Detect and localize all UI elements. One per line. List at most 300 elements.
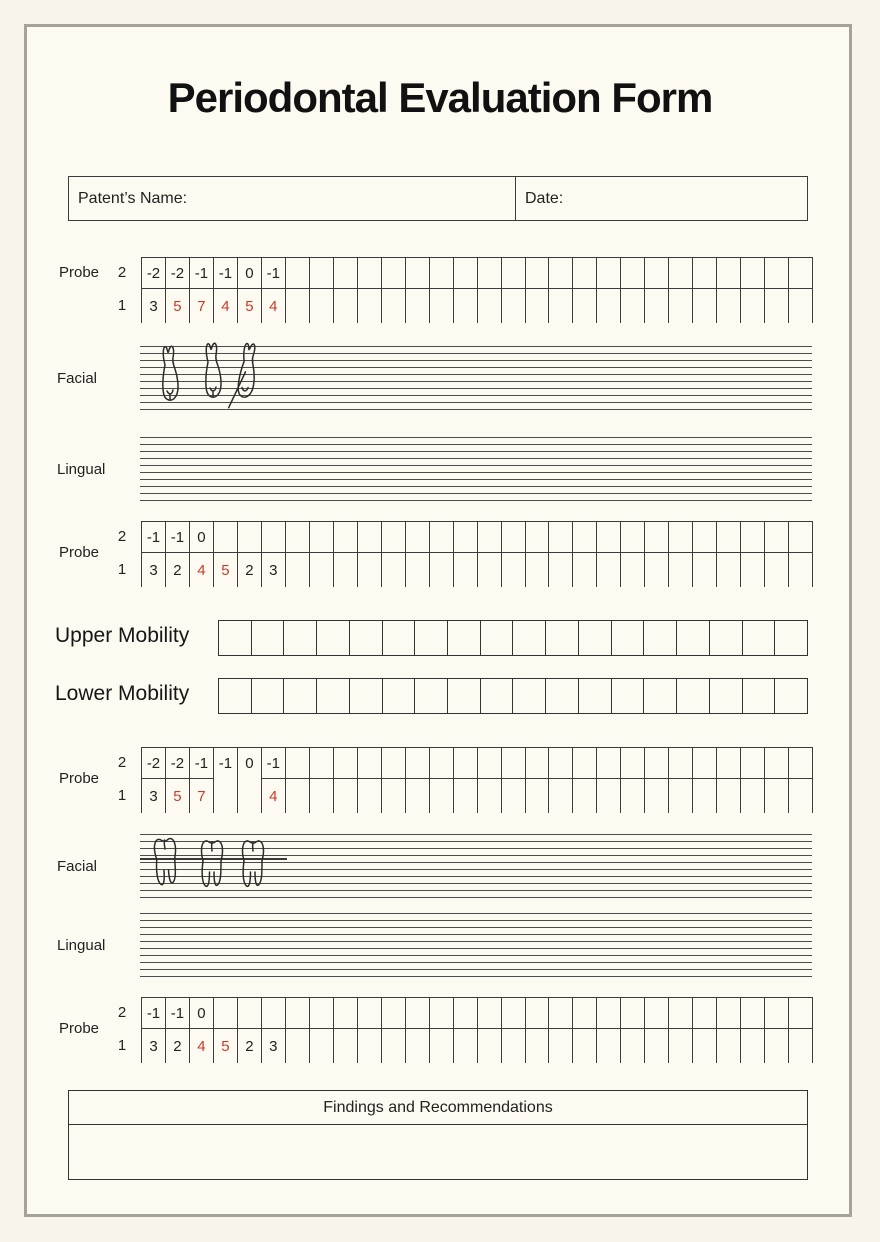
probe-column (526, 258, 550, 323)
probe-cell[interactable] (741, 522, 764, 553)
probe-cell[interactable] (645, 748, 668, 779)
probe-cell[interactable]: -1 (190, 748, 213, 779)
probe-cell[interactable] (526, 779, 549, 813)
mobility-cell[interactable] (415, 679, 448, 713)
probe-cell[interactable] (669, 522, 692, 553)
mobility-cell[interactable] (219, 621, 252, 655)
probe-cell[interactable] (502, 748, 525, 779)
probe-cell[interactable] (358, 553, 381, 587)
probe-cell[interactable] (549, 779, 572, 813)
probe-cell[interactable] (286, 748, 309, 779)
mobility-cell[interactable] (546, 679, 579, 713)
probe-cell[interactable] (454, 258, 477, 289)
probe-cell[interactable] (717, 998, 740, 1029)
probe-cell[interactable] (741, 258, 764, 289)
mobility-cell[interactable] (644, 621, 677, 655)
probe-cell[interactable] (310, 748, 333, 779)
probe-cell[interactable] (573, 779, 596, 813)
probe-cell[interactable]: 2 (245, 561, 254, 579)
probe-cell[interactable] (358, 748, 381, 779)
probe-cell[interactable]: -1 (218, 754, 233, 772)
probe-cell[interactable]: -1 (262, 258, 285, 289)
probe-cell[interactable]: -1 (214, 258, 237, 289)
probe-cell[interactable]: 3 (269, 1037, 278, 1055)
mobility-cell[interactable] (677, 679, 710, 713)
probe-cell[interactable] (310, 258, 333, 289)
probe-cell[interactable] (717, 258, 740, 289)
probe-cell[interactable] (478, 553, 501, 587)
probe-cell[interactable] (645, 289, 668, 323)
probe-cell[interactable] (454, 289, 477, 323)
probe-cell[interactable] (406, 779, 429, 813)
probe-cell[interactable] (765, 779, 788, 813)
tooth-icon (155, 341, 183, 411)
probe-cell[interactable]: 5 (173, 787, 182, 805)
probe-grid-4 (141, 997, 813, 1063)
probe-cell[interactable] (789, 779, 812, 813)
probe-cell[interactable] (789, 522, 812, 553)
probe-cell[interactable] (478, 258, 501, 289)
probe-cell[interactable] (262, 998, 285, 1029)
mobility-cell[interactable] (579, 679, 612, 713)
probe-cell[interactable] (693, 748, 716, 779)
probe-cell[interactable] (334, 1029, 357, 1063)
probe-cell[interactable] (454, 1029, 477, 1063)
probe-cell[interactable] (621, 522, 644, 553)
probe-cell[interactable]: 3 (149, 297, 158, 315)
probe-cell[interactable]: -2 (166, 258, 189, 289)
probe-cell[interactable] (526, 1029, 549, 1063)
probe-cell[interactable]: 5 (173, 297, 182, 315)
probe-cell[interactable] (454, 748, 477, 779)
probe-cell[interactable]: 3 (269, 561, 278, 579)
probe-column (406, 258, 430, 323)
probe-cell[interactable]: 2 (173, 561, 182, 579)
probe-cell[interactable] (310, 553, 333, 587)
probe-cell[interactable] (526, 522, 549, 553)
mobility-cell[interactable] (219, 679, 252, 713)
tooth-icon (196, 836, 228, 894)
probe-cell[interactable] (478, 522, 501, 553)
probe-cell[interactable] (669, 748, 692, 779)
probe-cell[interactable]: 4 (269, 297, 278, 315)
probe-cell[interactable] (358, 1029, 381, 1063)
probe-cell[interactable] (741, 553, 764, 587)
mobility-cell[interactable] (513, 621, 546, 655)
probe-column (382, 998, 406, 1063)
probe-cell[interactable] (573, 553, 596, 587)
probe-cell[interactable] (597, 522, 620, 553)
mobility-cell[interactable] (481, 621, 514, 655)
probe-column (669, 522, 693, 587)
probe-cell[interactable]: 0 (238, 258, 261, 289)
probe-cell[interactable] (526, 998, 549, 1029)
probe-cell[interactable] (430, 553, 453, 587)
probe-cell[interactable]: -2 (142, 748, 165, 779)
probe-cell[interactable] (573, 258, 596, 289)
probe-cell[interactable] (573, 998, 596, 1029)
probe-cell[interactable] (693, 779, 716, 813)
probe-cell[interactable]: -1 (262, 748, 285, 779)
probe-cell[interactable] (478, 779, 501, 813)
probe-column (645, 258, 669, 323)
probe-cell[interactable] (406, 748, 429, 779)
probe-cell[interactable] (454, 522, 477, 553)
mobility-cell[interactable] (448, 679, 481, 713)
probe-cell[interactable] (334, 779, 357, 813)
mobility-cell[interactable] (284, 621, 317, 655)
probe-cell[interactable] (597, 289, 620, 323)
probe-cell[interactable] (430, 1029, 453, 1063)
probe-cell[interactable] (621, 258, 644, 289)
probe-cell[interactable] (382, 748, 405, 779)
probe-cell[interactable]: 5 (221, 561, 230, 579)
probe-cell[interactable] (645, 258, 668, 289)
probe-cell[interactable] (430, 289, 453, 323)
probe-cell[interactable] (741, 1029, 764, 1063)
facial-label: Facial (57, 370, 98, 387)
probe-cell[interactable] (406, 289, 429, 323)
probe-cell[interactable] (765, 258, 788, 289)
probe-column (765, 258, 789, 323)
probe-cell[interactable]: 7 (197, 297, 206, 315)
probe-cell[interactable] (358, 258, 381, 289)
probe-cell[interactable] (406, 998, 429, 1029)
probe-cell[interactable] (741, 748, 764, 779)
mobility-cell[interactable] (710, 679, 743, 713)
probe-column (214, 522, 238, 587)
probe-cell[interactable] (789, 553, 812, 587)
probe-cell[interactable]: 7 (197, 787, 206, 805)
probe-column (741, 998, 765, 1063)
probe-cell[interactable] (238, 522, 261, 553)
probe-cell[interactable]: 0 (190, 998, 213, 1029)
probe-cell[interactable] (310, 779, 333, 813)
probe-column (190, 522, 214, 587)
probe-cell[interactable] (645, 998, 668, 1029)
probe-cell[interactable] (502, 289, 525, 323)
probe-cell[interactable] (310, 1029, 333, 1063)
probe-cell[interactable] (382, 289, 405, 323)
probe-cell[interactable]: 5 (245, 297, 254, 315)
probe-cell[interactable] (597, 553, 620, 587)
probe-cell[interactable] (334, 289, 357, 323)
mobility-cell[interactable] (743, 621, 776, 655)
probe-cell[interactable] (693, 289, 716, 323)
probe-cell[interactable] (502, 998, 525, 1029)
probe-column (214, 998, 238, 1063)
probe-cell[interactable] (789, 258, 812, 289)
probe-cell[interactable] (238, 779, 261, 813)
probe-cell[interactable] (669, 258, 692, 289)
probe-cell[interactable] (502, 522, 525, 553)
probe-column (597, 748, 621, 813)
probe-cell[interactable] (669, 553, 692, 587)
probe-cell[interactable]: -1 (190, 258, 213, 289)
findings-input-area[interactable] (69, 1125, 807, 1178)
probe-cell[interactable] (286, 779, 309, 813)
probe-cell[interactable]: 4 (197, 1037, 206, 1055)
probe-cell[interactable] (454, 998, 477, 1029)
probe-cell[interactable] (382, 258, 405, 289)
probe-cell[interactable] (526, 553, 549, 587)
probe-cell[interactable] (789, 748, 812, 779)
probe-cell[interactable] (430, 258, 453, 289)
probe-cell[interactable] (597, 748, 620, 779)
probe-cell[interactable] (406, 258, 429, 289)
facial-band-2 (0, 834, 880, 898)
probe-cell[interactable] (382, 553, 405, 587)
probe-cell[interactable] (526, 258, 549, 289)
probe-cell[interactable] (406, 522, 429, 553)
probe-column (717, 998, 741, 1063)
date-field[interactable] (516, 177, 807, 220)
probe-cell[interactable] (478, 289, 501, 323)
probe-cell[interactable] (549, 553, 572, 587)
probe-cell[interactable] (310, 289, 333, 323)
probe-cell[interactable] (717, 779, 740, 813)
probe-cell[interactable] (430, 522, 453, 553)
probe-cell[interactable] (286, 998, 309, 1029)
probe-column (478, 998, 502, 1063)
probe-cell[interactable] (430, 779, 453, 813)
probe-column (166, 522, 190, 587)
probe-cell[interactable] (621, 553, 644, 587)
probe-cell[interactable] (789, 289, 812, 323)
probe-cell[interactable]: 0 (190, 522, 213, 553)
probe-cell[interactable] (645, 1029, 668, 1063)
probe-cell[interactable] (621, 1029, 644, 1063)
probe-cell[interactable] (334, 522, 357, 553)
probe-column (454, 522, 478, 587)
patient-name-field[interactable] (69, 177, 516, 220)
mobility-cell[interactable] (677, 621, 710, 655)
probe-cell[interactable] (597, 998, 620, 1029)
probe-cell[interactable]: 4 (221, 297, 230, 315)
mobility-cell[interactable] (383, 621, 416, 655)
probe-cell[interactable] (693, 998, 716, 1029)
probe-cell[interactable] (741, 779, 764, 813)
probe-cell[interactable] (334, 748, 357, 779)
probe-cell[interactable] (765, 289, 788, 323)
probe-cell[interactable] (334, 998, 357, 1029)
facial-band-1 (0, 346, 880, 410)
probe-column (406, 998, 430, 1063)
probe-cell[interactable] (597, 258, 620, 289)
probe-cell[interactable] (621, 748, 644, 779)
probe-cell[interactable] (262, 522, 285, 553)
probe-cell[interactable] (478, 748, 501, 779)
probe-cell[interactable] (645, 522, 668, 553)
probe-cell[interactable] (549, 522, 572, 553)
probe-cell[interactable] (310, 998, 333, 1029)
probe-cell[interactable] (669, 289, 692, 323)
probe-cell[interactable] (478, 998, 501, 1029)
probe-cell[interactable] (693, 553, 716, 587)
probe-cell[interactable] (621, 289, 644, 323)
probe-cell[interactable] (717, 1029, 740, 1063)
probe-cell[interactable] (693, 522, 716, 553)
probe-row1-label: 1 (117, 1037, 127, 1054)
probe-column (621, 998, 645, 1063)
probe-cell[interactable]: 3 (149, 1037, 158, 1055)
probe-column (142, 748, 166, 813)
probe-cell[interactable] (717, 553, 740, 587)
mobility-cell[interactable] (252, 621, 285, 655)
mobility-cell[interactable] (775, 621, 807, 655)
lingual-band-1 (0, 437, 880, 501)
probe-column (621, 522, 645, 587)
probe-cell[interactable] (573, 748, 596, 779)
probe-cell[interactable] (382, 998, 405, 1029)
probe-cell[interactable]: -1 (166, 998, 189, 1029)
probe-cell[interactable]: 0 (245, 754, 254, 772)
probe-cell[interactable] (573, 289, 596, 323)
probe-cell[interactable]: 2 (173, 1037, 182, 1055)
probe-cell[interactable]: -1 (142, 522, 165, 553)
probe-cell[interactable] (406, 553, 429, 587)
probe-cell[interactable] (286, 1029, 309, 1063)
mobility-cell[interactable] (252, 679, 285, 713)
probe-column (621, 258, 645, 323)
probe-cell[interactable] (789, 1029, 812, 1063)
mobility-cell[interactable] (612, 621, 645, 655)
probe-cell[interactable] (549, 289, 572, 323)
mobility-cell[interactable] (612, 679, 645, 713)
probe-cell[interactable] (478, 1029, 501, 1063)
mobility-cell[interactable] (644, 679, 677, 713)
probe-cell[interactable] (549, 1029, 572, 1063)
probe-cell[interactable]: 5 (221, 1037, 230, 1055)
probe-cell[interactable] (358, 779, 381, 813)
probe-cell[interactable] (573, 1029, 596, 1063)
probe-cell[interactable] (645, 779, 668, 813)
probe-cell[interactable]: 2 (245, 1037, 254, 1055)
probe-cell[interactable] (549, 748, 572, 779)
mobility-cell[interactable] (284, 679, 317, 713)
mobility-cell[interactable] (448, 621, 481, 655)
probe-cell[interactable] (358, 998, 381, 1029)
probe-cell[interactable] (358, 522, 381, 553)
probe-cell[interactable] (765, 748, 788, 779)
probe-cell[interactable] (454, 779, 477, 813)
probe-cell[interactable] (669, 998, 692, 1029)
probe-cell[interactable] (214, 779, 237, 813)
probe-cell[interactable] (406, 1029, 429, 1063)
probe-label: Probe (59, 770, 100, 787)
probe-cell[interactable] (430, 998, 453, 1029)
mobility-cell[interactable] (317, 679, 350, 713)
probe-cell[interactable] (573, 522, 596, 553)
probe-cell[interactable] (741, 289, 764, 323)
probe-cell[interactable] (502, 258, 525, 289)
mobility-cell[interactable] (350, 621, 383, 655)
probe-cell[interactable] (286, 553, 309, 587)
probe-column (789, 522, 813, 587)
probe-cell[interactable] (238, 998, 261, 1029)
probe-cell[interactable] (526, 289, 549, 323)
probe-cell[interactable] (382, 1029, 405, 1063)
mobility-cell[interactable] (513, 679, 546, 713)
probe-cell[interactable] (765, 522, 788, 553)
probe-cell[interactable] (286, 289, 309, 323)
mobility-cell[interactable] (415, 621, 448, 655)
lingual-chart-area[interactable] (140, 913, 812, 977)
probe-cell[interactable] (597, 1029, 620, 1063)
probe-cell[interactable]: 4 (269, 787, 278, 805)
probe-cell[interactable] (669, 779, 692, 813)
probe-cell[interactable] (765, 553, 788, 587)
probe-cell[interactable] (334, 258, 357, 289)
upper-mobility-label: Upper Mobility (55, 624, 190, 647)
probe-cell[interactable] (597, 779, 620, 813)
probe-cell[interactable] (621, 998, 644, 1029)
probe-cell[interactable] (334, 553, 357, 587)
probe-cell[interactable]: -2 (166, 748, 189, 779)
mobility-cell[interactable] (579, 621, 612, 655)
probe-cell[interactable] (358, 289, 381, 323)
probe-cell[interactable] (645, 553, 668, 587)
probe-cell[interactable] (621, 779, 644, 813)
mobility-cell[interactable] (775, 679, 807, 713)
probe-cell[interactable] (430, 748, 453, 779)
probe-cell[interactable] (789, 998, 812, 1029)
mobility-cell[interactable] (546, 621, 579, 655)
probe-cell[interactable] (765, 1029, 788, 1063)
probe-cell[interactable] (382, 779, 405, 813)
probe-cell[interactable]: 4 (197, 561, 206, 579)
probe-cell[interactable] (741, 998, 764, 1029)
lingual-chart-area[interactable] (140, 437, 812, 501)
probe-cell[interactable] (669, 1029, 692, 1063)
probe-cell[interactable] (286, 522, 309, 553)
probe-cell[interactable] (502, 553, 525, 587)
probe-cell[interactable] (765, 998, 788, 1029)
probe-cell[interactable] (717, 522, 740, 553)
probe-cell[interactable]: -1 (142, 998, 165, 1029)
probe-cell[interactable]: 3 (149, 561, 158, 579)
mobility-cell[interactable] (481, 679, 514, 713)
probe-cell[interactable] (214, 998, 237, 1029)
probe-cell[interactable] (549, 998, 572, 1029)
mobility-cell[interactable] (383, 679, 416, 713)
probe-cell[interactable] (214, 522, 237, 553)
mobility-cell[interactable] (317, 621, 350, 655)
probe-cell[interactable]: 3 (149, 787, 158, 805)
lower-mobility-grid (218, 678, 808, 714)
probe-column (693, 998, 717, 1063)
probe-cell[interactable] (717, 289, 740, 323)
probe-cell[interactable] (502, 1029, 525, 1063)
probe-cell[interactable] (717, 748, 740, 779)
probe-cell[interactable] (693, 1029, 716, 1063)
mobility-cell[interactable] (743, 679, 776, 713)
probe-cell[interactable]: -1 (166, 522, 189, 553)
probe-cell[interactable] (526, 748, 549, 779)
probe-cell[interactable] (549, 258, 572, 289)
tooth-icon (198, 338, 226, 408)
probe-row2-label: 2 (117, 528, 127, 545)
mobility-cell[interactable] (350, 679, 383, 713)
probe-cell[interactable] (286, 258, 309, 289)
probe-cell[interactable]: -2 (142, 258, 165, 289)
mobility-cell[interactable] (710, 621, 743, 655)
probe-cell[interactable] (310, 522, 333, 553)
probe-cell[interactable] (454, 553, 477, 587)
probe-cell[interactable] (382, 522, 405, 553)
probe-cell[interactable] (693, 258, 716, 289)
probe-cell[interactable] (502, 779, 525, 813)
